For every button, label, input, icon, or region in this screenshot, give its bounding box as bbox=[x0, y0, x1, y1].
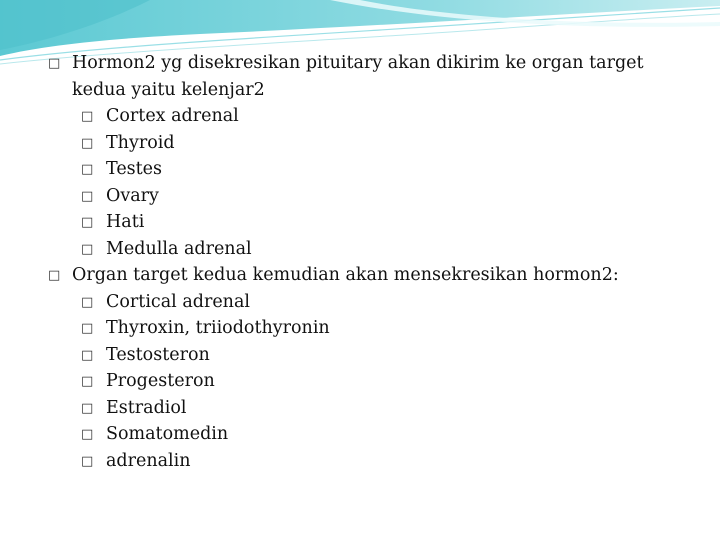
sub-bullet-text: Ovary bbox=[106, 185, 159, 206]
bullet-icon: □ bbox=[48, 56, 61, 71]
sub-bullet-item bbox=[48, 130, 698, 157]
sub-bullet-text: Testes bbox=[106, 159, 163, 179]
sub-bullet-item bbox=[48, 103, 698, 130]
sub-bullet-text: Cortical adrenal bbox=[106, 291, 250, 312]
bullet-icon: □ bbox=[81, 427, 94, 442]
bullet-item-1 bbox=[48, 50, 698, 103]
bullet-icon: □ bbox=[81, 162, 94, 177]
sub-bullet-text: Testosteron bbox=[106, 344, 210, 365]
bullet-icon: □ bbox=[81, 347, 94, 363]
bullet-text: Hormon2 yg disekresikan pituitary akan dikirim ke organ target kedua yaitu kelenjar2 bbox=[72, 53, 644, 100]
sub-bullet-text: Progesteron bbox=[106, 371, 215, 391]
bullet-icon: □ bbox=[81, 241, 94, 257]
sub-bullet-text: adrenalin bbox=[106, 450, 191, 471]
sub-bullet-text: Thyroid bbox=[106, 132, 175, 153]
sub-bullet-item bbox=[48, 342, 698, 369]
sub-bullet-item bbox=[48, 448, 698, 475]
bullet-icon: □ bbox=[81, 188, 94, 204]
bullet-icon: □ bbox=[81, 135, 94, 151]
sub-bullet-item bbox=[48, 395, 698, 422]
sub-bullet-item bbox=[48, 156, 698, 183]
bullet-icon: □ bbox=[81, 400, 94, 416]
sub-bullet-text: Cortex adrenal bbox=[106, 106, 239, 126]
sub-bullet-text: Thyroxin, triiodothyronin bbox=[106, 318, 330, 338]
sub-bullet-text: Estradiol bbox=[106, 397, 187, 418]
sub-bullet-text: Somatomedin bbox=[106, 424, 229, 444]
bullet-icon: □ bbox=[81, 294, 94, 310]
bullet-icon: □ bbox=[81, 109, 94, 124]
bullet-icon: □ bbox=[81, 374, 94, 389]
bullet-icon: □ bbox=[81, 215, 94, 230]
sub-bullet-item bbox=[48, 368, 698, 395]
bullet-content bbox=[48, 50, 698, 474]
bullet-icon: □ bbox=[48, 268, 61, 283]
sub-bullet-item bbox=[48, 183, 698, 210]
bullet-text: Organ target kedua kemudian akan mensekresikan hormon2: bbox=[72, 265, 619, 285]
sub-bullet-item bbox=[48, 421, 698, 448]
bullet-item-2 bbox=[48, 262, 698, 289]
bullet-icon: □ bbox=[81, 453, 94, 469]
sub-bullet-item bbox=[48, 209, 698, 236]
sub-bullet-item bbox=[48, 236, 698, 263]
bullet-icon: □ bbox=[81, 321, 94, 336]
sub-bullet-item bbox=[48, 289, 698, 316]
sub-bullet-item bbox=[48, 315, 698, 342]
sub-bullet-text: Medulla adrenal bbox=[106, 238, 252, 259]
sub-bullet-text: Hati bbox=[106, 212, 145, 232]
